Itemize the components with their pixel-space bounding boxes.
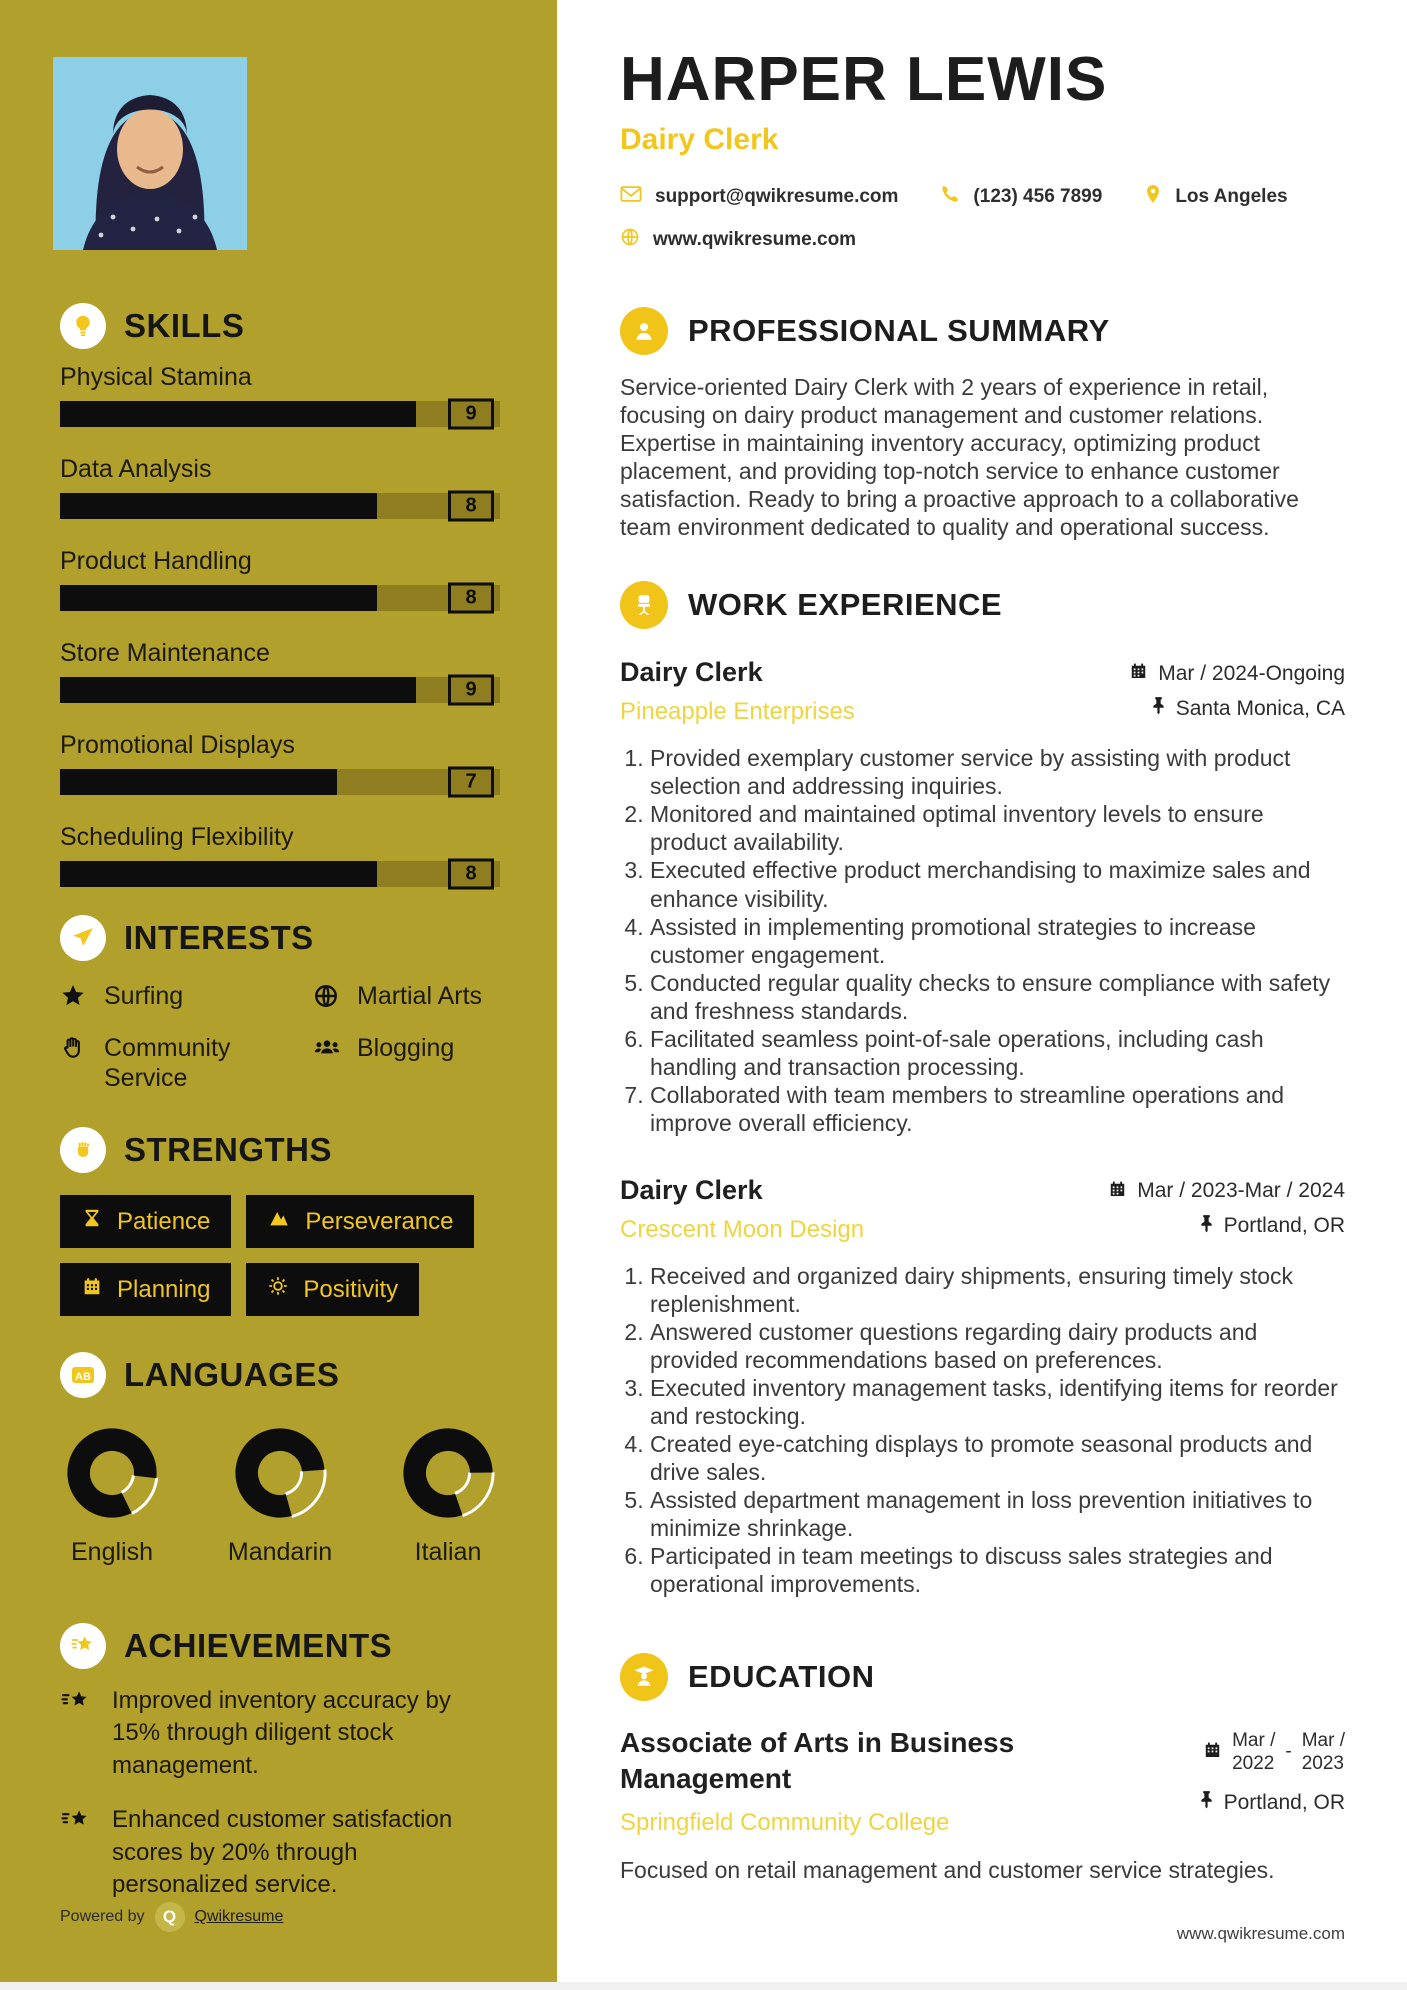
- interest-item: Community Service: [60, 1033, 313, 1093]
- portrait-illustration: [53, 57, 247, 250]
- skills-title: SKILLS: [124, 307, 245, 344]
- person-name: HARPER LEWIS: [620, 45, 1108, 114]
- phone-icon: [940, 184, 960, 210]
- summary-title: PROFESSIONAL SUMMARY: [688, 313, 1110, 348]
- languages-title: LANGUAGES: [124, 1356, 340, 1393]
- calendar-icon: [1203, 1740, 1222, 1765]
- phone-number: (123) 456 7899: [973, 186, 1103, 207]
- job-role: Dairy Clerk: [620, 1174, 763, 1205]
- skills-list: [60, 363, 500, 887]
- skill-value-badge: 9: [448, 675, 494, 706]
- strength-badge: Perseverance: [246, 1195, 474, 1248]
- education-location: Portland, OR: [1199, 1790, 1345, 1815]
- map-pin-icon: [1144, 183, 1162, 211]
- education-section-header: [620, 1653, 1345, 1701]
- globe-icon: [620, 227, 640, 253]
- language-donut-chart: [399, 1424, 497, 1522]
- skill-item: Product Handling 8: [60, 547, 500, 611]
- email-item: [620, 185, 898, 209]
- education-title: EDUCATION: [688, 1658, 875, 1694]
- skill-item: Data Analysis 8: [60, 455, 500, 519]
- shooting-star-icon: [60, 1623, 106, 1669]
- lightbulb-icon: [60, 303, 106, 349]
- pushpin-icon: [1151, 696, 1166, 721]
- job-bullet-list: [620, 744, 1345, 1137]
- job-bullet: 2. Answered customer questions regarding dairy products and provided recommendations based on preferences.: [650, 1318, 1345, 1374]
- job-location: Portland, OR: [1199, 1214, 1345, 1239]
- pushpin-icon: [1199, 1214, 1214, 1239]
- website-link[interactable]: www.qwikresume.com: [653, 229, 857, 250]
- strengths-title: STRENGTHS: [124, 1131, 333, 1168]
- job-bullet: 6. Facilitated seamless point-of-sale operations, including cash handling and transaction processing.: [650, 1025, 1345, 1081]
- skills-section-header: [60, 303, 500, 349]
- strength-badge: Positivity: [246, 1263, 419, 1316]
- interest-item: Surfing: [60, 981, 313, 1011]
- job-bullet: 6. Participated in team meetings to discuss sales strategies and operational improvements.: [650, 1542, 1345, 1598]
- work-title: WORK EXPERIENCE: [688, 587, 1003, 623]
- education-description: Focused on retail management and customer service strategies.: [620, 1857, 1275, 1884]
- pushpin-icon: [1199, 1790, 1214, 1815]
- job-bullet: 2. Monitored and maintained optimal inventory levels to ensure product availability.: [650, 800, 1345, 856]
- sidebar: [0, 0, 557, 1982]
- medal-star-icon: [60, 1685, 94, 1782]
- medal-star-icon: [60, 1804, 94, 1901]
- skill-bar: [60, 585, 500, 611]
- language-item: Mandarin: [228, 1424, 332, 1567]
- hand-icon: [60, 1033, 88, 1093]
- email-link[interactable]: support@qwikresume.com: [655, 186, 899, 207]
- skill-value-badge: 8: [448, 859, 494, 890]
- qwikresume-link[interactable]: Qwikresume: [194, 1908, 284, 1925]
- job-bullet: 7. Collaborated with team members to streamline operations and improve overall efficiency.: [650, 1081, 1345, 1137]
- skill-bar: [60, 401, 500, 427]
- graduate-icon: [620, 1653, 668, 1701]
- interests-section-header: [60, 915, 500, 961]
- phone-item: [940, 184, 1102, 210]
- fist-icon: [60, 1127, 106, 1173]
- location-text: Los Angeles: [1175, 186, 1288, 207]
- degree-name: Associate of Arts in Business Management: [620, 1726, 1015, 1794]
- interest-item: Martial Arts: [313, 981, 500, 1011]
- skill-value-badge: 7: [448, 767, 494, 798]
- qwikresume-logo-icon: Q: [155, 1902, 185, 1932]
- skill-value-badge: 8: [448, 583, 494, 614]
- job-role: Dairy Clerk: [620, 657, 763, 688]
- job-location: Santa Monica, CA: [1151, 696, 1345, 721]
- skill-bar: [60, 861, 500, 887]
- strength-badge: Planning: [60, 1263, 231, 1316]
- skill-bar: [60, 677, 500, 703]
- contact-row: [620, 183, 1345, 211]
- job-title: Dairy Clerk: [620, 123, 779, 156]
- globe-icon: [313, 981, 341, 1011]
- calendar-icon: [1129, 661, 1148, 686]
- skill-item: Promotional Displays 7: [60, 731, 500, 795]
- contact-row-2: [620, 227, 1345, 253]
- language-donut-chart: [63, 1424, 161, 1522]
- skill-item: Scheduling Flexibility 8: [60, 823, 500, 887]
- skill-bar: [60, 769, 500, 795]
- achievements-section-header: [60, 1623, 500, 1669]
- envelope-icon: [620, 185, 642, 209]
- sun-icon: [267, 1275, 289, 1304]
- users-icon: [313, 1033, 341, 1093]
- education-date: Mar / 2022 - Mar / 2023: [1203, 1729, 1345, 1777]
- calendar-icon: [81, 1275, 103, 1304]
- bottom-strip: [0, 1982, 1407, 1990]
- job-bullet: 5. Conducted regular quality checks to ensure compliance with safety and freshness standards.: [650, 969, 1345, 1025]
- languages-section-header: [60, 1352, 500, 1398]
- job-company: Pineapple Enterprises: [620, 698, 855, 726]
- job-bullet: 3. Executed effective product merchandising to maximize sales and enhance visibility.: [650, 856, 1345, 912]
- job-bullet: 5. Assisted department management in loss prevention initiatives to minimize shrinkage.: [650, 1486, 1345, 1542]
- job-bullet: 1. Provided exemplary customer service by assisting with product selection and addressing inquiries.: [650, 744, 1345, 800]
- website-item: [620, 227, 856, 253]
- interests-list: [60, 981, 500, 1093]
- interests-title: INTERESTS: [124, 919, 314, 956]
- language-donut-chart: [231, 1424, 329, 1522]
- office-chair-icon: [620, 581, 668, 629]
- paper-plane-icon: [60, 915, 106, 961]
- star-icon: [60, 981, 88, 1011]
- job-company: Crescent Moon Design: [620, 1215, 865, 1243]
- skill-bar: [60, 493, 500, 519]
- interest-item: Blogging: [313, 1033, 500, 1093]
- skill-item: Store Maintenance 9: [60, 639, 500, 703]
- hourglass-icon: [81, 1207, 103, 1236]
- job-entry: [620, 1175, 1345, 1599]
- skill-value-badge: 9: [448, 399, 494, 430]
- achievement-item: Enhanced customer satisfaction scores by 20% through personalized service.: [60, 1804, 500, 1901]
- skill-value-badge: 8: [448, 491, 494, 522]
- job-entry: [620, 657, 1345, 1137]
- achievements-title: ACHIEVEMENTS: [124, 1627, 393, 1664]
- achievement-item: Improved inventory accuracy by 15% through diligent stock management.: [60, 1685, 500, 1782]
- job-bullet: 4. Assisted in implementing promotional strategies to increase customer engagement.: [650, 913, 1345, 969]
- language-item: Italian: [396, 1424, 500, 1567]
- person-icon: [620, 307, 668, 355]
- job-date: Mar / 2023-Mar / 2024: [1108, 1179, 1345, 1204]
- languages-list: [60, 1424, 500, 1567]
- location-item: [1144, 183, 1287, 211]
- calendar-icon: [1108, 1179, 1127, 1204]
- achievements-list: [60, 1685, 500, 1901]
- job-bullet: 1. Received and organized dairy shipments, ensuring timely stock replenishment.: [650, 1262, 1345, 1318]
- date-separator: -: [1285, 1741, 1292, 1763]
- strengths-section-header: [60, 1127, 500, 1173]
- strength-badge: Patience: [60, 1195, 231, 1248]
- main-column: [557, 0, 1407, 1884]
- summary-body: Service-oriented Dairy Clerk with 2 years of experience in retail, focusing on dairy product management and customer relations. Expertise in maintaining inventory accuracy, optimizing product placement, and providing top-notch service to enhance customer satisfaction. Ready to bring a proactive approach to a collaborative team environment dedicated to quality and operational success.: [620, 374, 1299, 541]
- mountain-icon: [267, 1207, 291, 1236]
- school-name: Springfield Community College: [620, 1809, 950, 1837]
- profile-photo: [53, 57, 247, 250]
- work-section-header: [620, 581, 1345, 629]
- powered-by-footer: [60, 1902, 283, 1932]
- job-bullet: 4. Created eye-catching displays to promote seasonal products and drive sales.: [650, 1430, 1345, 1486]
- strengths-list: [60, 1195, 500, 1316]
- job-date: Mar / 2024-Ongoing: [1129, 661, 1345, 686]
- education-entry: [620, 1725, 1345, 1838]
- language-item: English: [60, 1424, 164, 1567]
- powered-by-label: Powered by: [60, 1908, 145, 1925]
- footer-website: www.qwikresume.com: [1176, 1924, 1345, 1943]
- job-bullet: 3. Executed inventory management tasks, identifying items for reorder and restocking.: [650, 1374, 1345, 1430]
- job-bullet-list: [620, 1262, 1345, 1599]
- ab-translate-icon: [60, 1352, 106, 1398]
- skill-item: Physical Stamina 9: [60, 363, 500, 427]
- svg-text:AB: AB: [75, 1371, 91, 1383]
- summary-section-header: [620, 307, 1345, 355]
